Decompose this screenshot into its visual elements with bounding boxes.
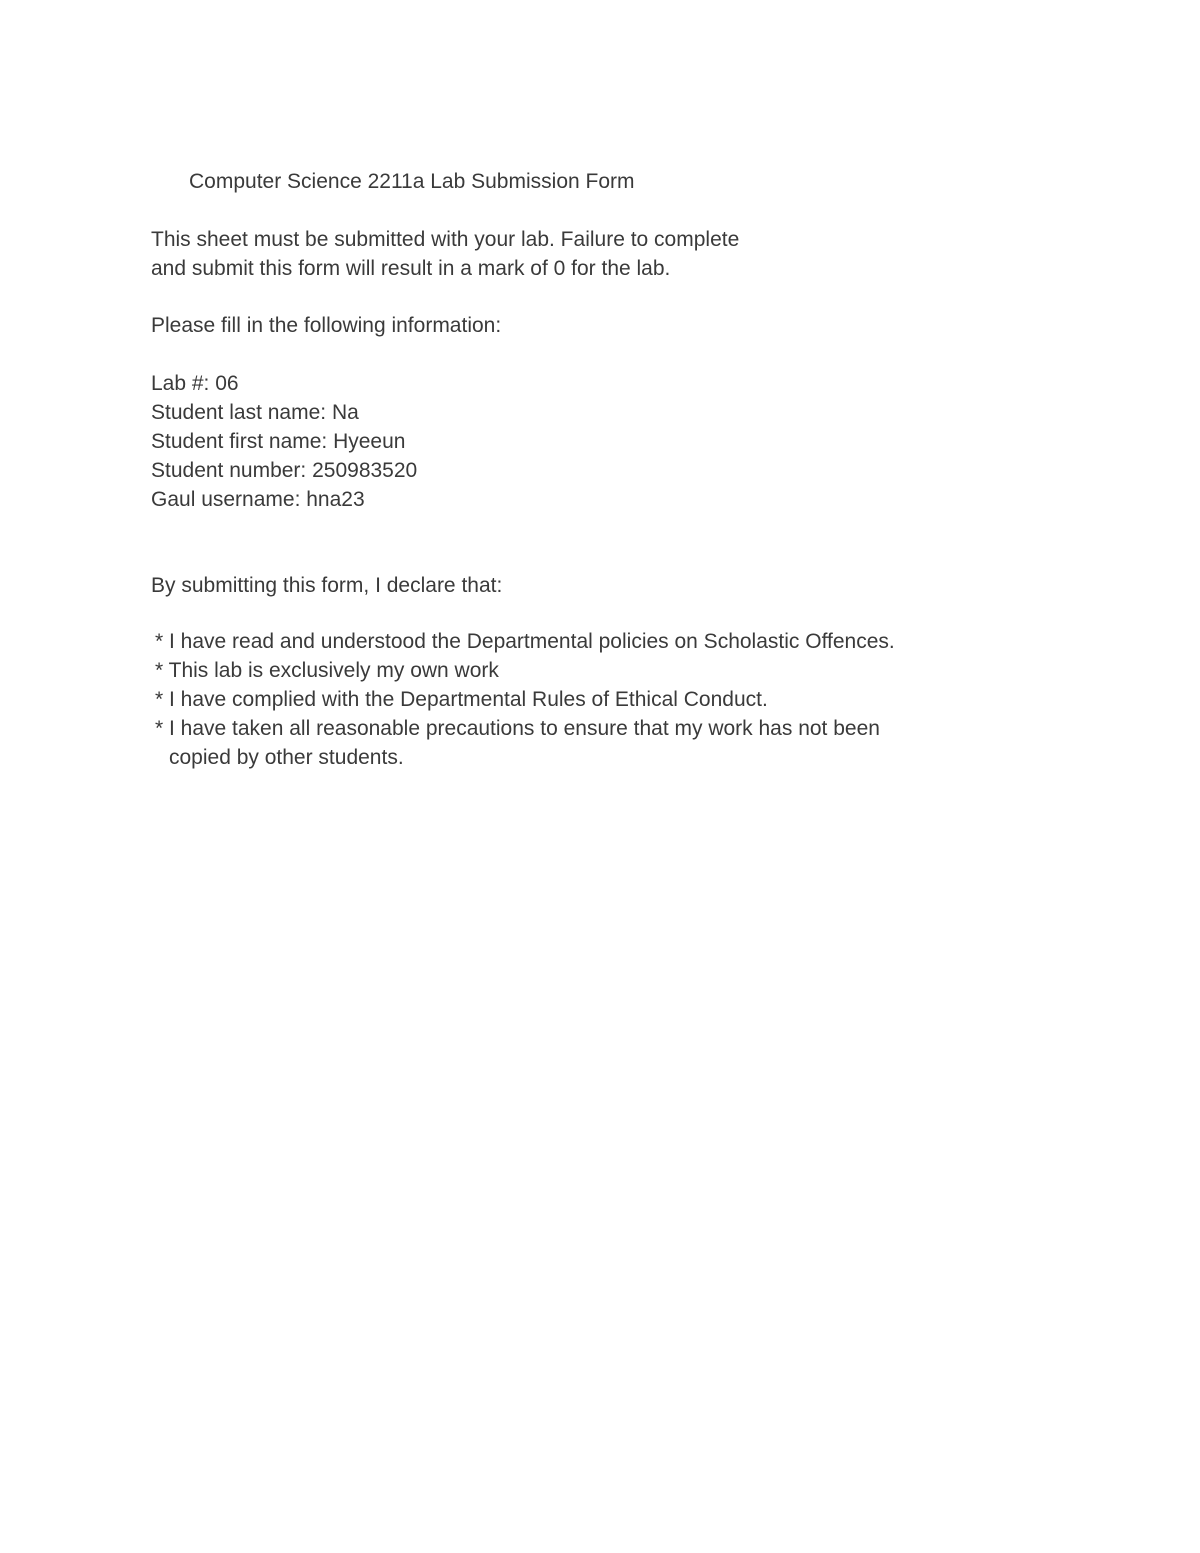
- student-number-field: Student number: 250983520: [151, 459, 418, 482]
- fill-in-prompt: Please fill in the following information:: [151, 314, 502, 337]
- declaration-item: * I have complied with the Departmental Rules of Ethical Conduct.: [155, 688, 768, 711]
- declaration-item: * I have taken all reasonable precautions to ensure that my work has not been: [155, 717, 880, 740]
- first-name-field: Student first name: Hyeeun: [151, 430, 406, 453]
- declaration-list: [155, 627, 895, 772]
- declaration-item: * I have read and understood the Departmental policies on Scholastic Offences.: [155, 630, 895, 653]
- student-info-fields: [151, 369, 417, 514]
- intro-line: This sheet must be submitted with your lab. Failure to complete: [151, 228, 740, 251]
- declaration-heading: By submitting this form, I declare that:: [151, 574, 503, 597]
- intro-paragraph: [151, 225, 739, 283]
- intro-line: and submit this form will result in a mark of 0 for the lab.: [151, 257, 671, 280]
- declaration-item: * This lab is exclusively my own work: [155, 659, 499, 682]
- lab-number-field: Lab #: 06: [151, 372, 239, 395]
- form-title: Computer Science 2211a Lab Submission Form: [189, 170, 635, 193]
- declaration-item-continuation: copied by other students.: [169, 746, 404, 769]
- gaul-username-field: Gaul username: hna23: [151, 488, 365, 511]
- last-name-field: Student last name: Na: [151, 401, 359, 424]
